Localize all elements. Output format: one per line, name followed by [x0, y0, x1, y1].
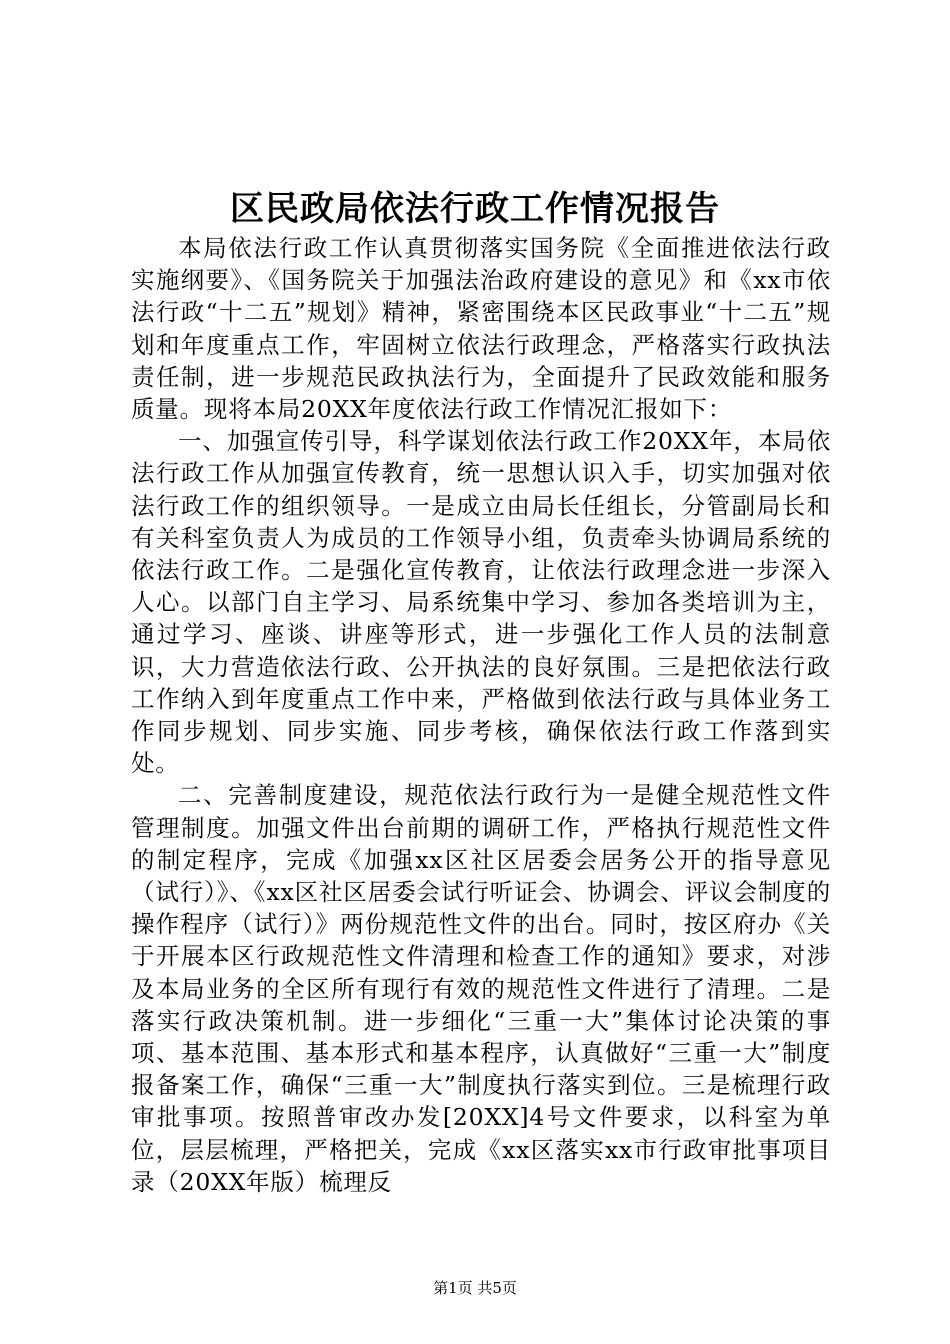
document-body [131, 232, 831, 1198]
paragraph-section-1: 一、加强宣传引导，科学谋划依法行政工作20XX年，本局依法行政工作从加强宣传教育，统一思想认识入手，切实加强对依法行政工作的组织领导。一是成立由局长任组长，分管副局长和有关科室负责人为成员的工作领导小组，负责牵头协调局系统的依法行政工作。二是强化宣传教育，让依法行政理念进一步深入人心。以部门自主学习、局系统集中学习、参加各类培训为主，通过学习、座谈、讲座等形式，进一步强化工作人员的法制意识，大力营造依法行政、公开执法的良好氛围。三是把依法行政工作纳入到年度重点工作中来，严格做到依法行政与具体业务工作同步规划、同步实施、同步考核，确保依法行政工作落到实处。 [131, 427, 831, 778]
document-title: 区民政局依法行政工作情况报告 [230, 189, 720, 229]
paragraph-section-2: 二、完善制度建设，规范依法行政行为一是健全规范性文件管理制度。加强文件出台前期的调研工作，严格执行规范性文件的制定程序，完成《加强xx区社区居委会居务公开的指导意见（试行）》、《xx区社区居委会试行听证会、协调会、评议会制度的操作程序（试行）》两份规范性文件的出台。同时，按区府办《关于开展本区行政规范性文件清理和检查工作的通知》要求，对涉及本局业务的全区所有现行有效的规范性文件进行了清理。二是落实行政决策机制。进一步细化“三重一大”集体讨论决策的事项、基本范围、基本形式和基本程序，认真做好“三重一大”制度报备案工作，确保“三重一大”制度执行落实到位。三是梳理行政审批事项。按照普审改办发[20XX]4号文件要求，以科室为单位，层层梳理，严格把关，完成《xx区落实xx市行政审批事项目录（20XX年版）梳理反 [131, 781, 831, 1196]
paragraph-intro: 本局依法行政工作认真贯彻落实国务院《全面推进依法行政实施纲要》、《国务院关于加强法治政府建设的意见》和《xx市依法行政“十二五”规划》精神，紧密围绕本区民政事业“十二五”规划和年度重点工作，牢固树立依法行政理念，严格落实行政执法责任制，进一步规范民政执法行为，全面提升了民政效能和服务质量。现将本局20XX年度依法行政工作情况汇报如下： [131, 234, 831, 424]
page-number-footer: 第1页 共5页 [433, 1279, 517, 1297]
